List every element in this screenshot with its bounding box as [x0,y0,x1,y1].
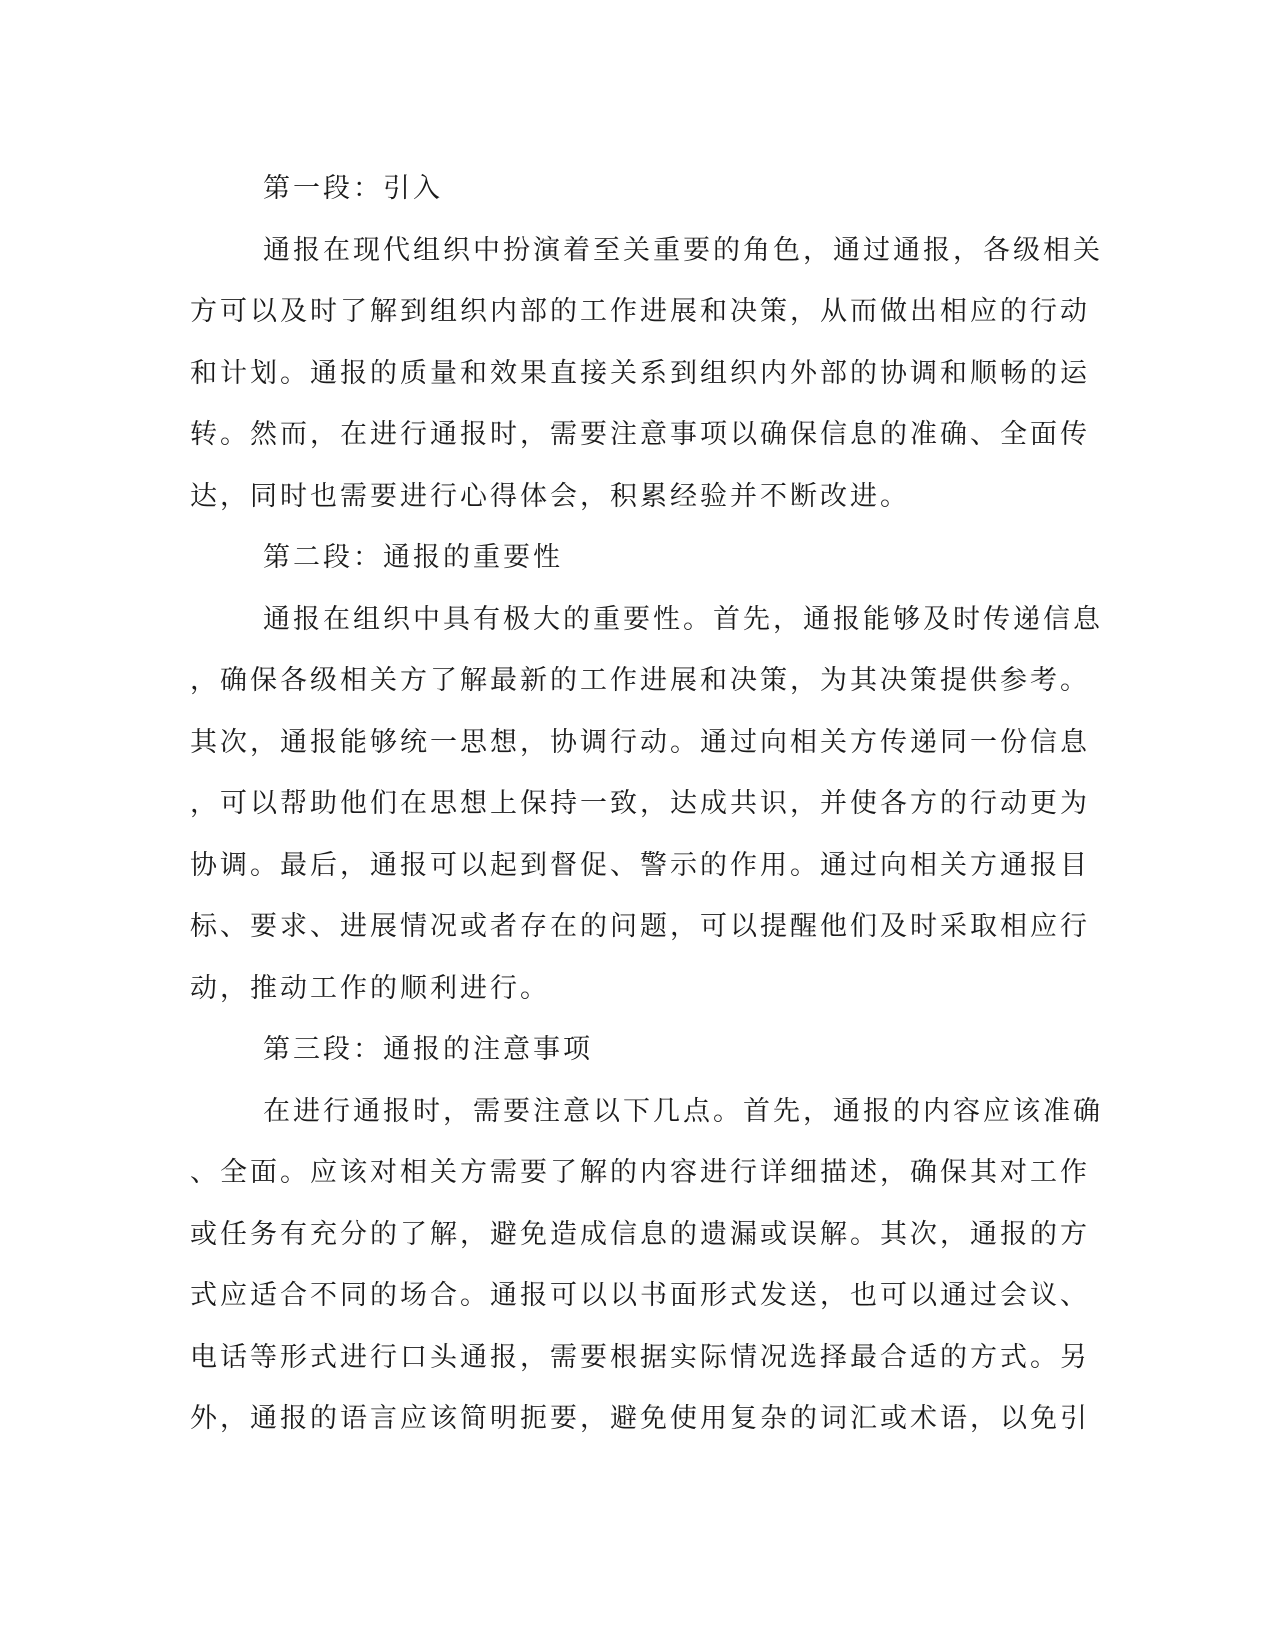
paragraph-line: 或任务有充分的了解，避免造成信息的遗漏或误解。其次，通报的方 [190,1218,1090,1250]
document-body [190,158,1103,1450]
paragraph-line: 标、要求、进展情况或者存在的问题，可以提醒他们及时采取相应行 [190,911,1090,942]
paragraph-line: 通报在组织中具有极大的重要性。首先，通报能够及时传递信息 [263,603,1103,635]
section-heading-3: 第三段：通报的注意事项 [263,1034,593,1065]
paragraph-line: 、全面。应该对相关方需要了解的内容进行详细描述，确保其对工作 [190,1157,1090,1188]
paragraph-line: 转。然而，在进行通报时，需要注意事项以确保信息的准确、全面传 [190,419,1090,450]
paragraph-line: 外，通报的语言应该简明扼要，避免使用复杂的词汇或术语，以免引 [190,1403,1090,1434]
paragraph-line: 其次，通报能够统一思想，协调行动。通过向相关方传递同一份信息 [190,726,1090,758]
paragraph-line: 电话等形式进行口头通报，需要根据实际情况选择最合适的方式。另 [190,1341,1090,1373]
paragraph-line: ，可以帮助他们在思想上保持一致，达成共识，并使各方的行动更为 [190,788,1090,819]
paragraph-line: 方可以及时了解到组织内部的工作进展和决策，从而做出相应的行动 [190,296,1090,327]
paragraph-line: ，确保各级相关方了解最新的工作进展和决策，为其决策提供参考。 [190,665,1090,696]
paragraph-line: 动，推动工作的顺利进行。 [190,972,550,1004]
paragraph-line: 和计划。通报的质量和效果直接关系到组织内外部的协调和顺畅的运 [190,357,1090,389]
section-heading-1: 第一段：引入 [263,173,443,204]
paragraph-line: 式应适合不同的场合。通报可以以书面形式发送，也可以通过会议、 [190,1280,1090,1311]
paragraph-line: 达，同时也需要进行心得体会，积累经验并不断改进。 [190,480,910,512]
paragraph-line: 通报在现代组织中扮演着至关重要的角色，通过通报，各级相关 [263,234,1103,266]
paragraph-line: 在进行通报时，需要注意以下几点。首先，通报的内容应该准确 [263,1095,1103,1127]
paragraph-line: 协调。最后，通报可以起到督促、警示的作用。通过向相关方通报目 [190,849,1090,881]
section-heading-2: 第二段：通报的重要性 [263,542,563,573]
